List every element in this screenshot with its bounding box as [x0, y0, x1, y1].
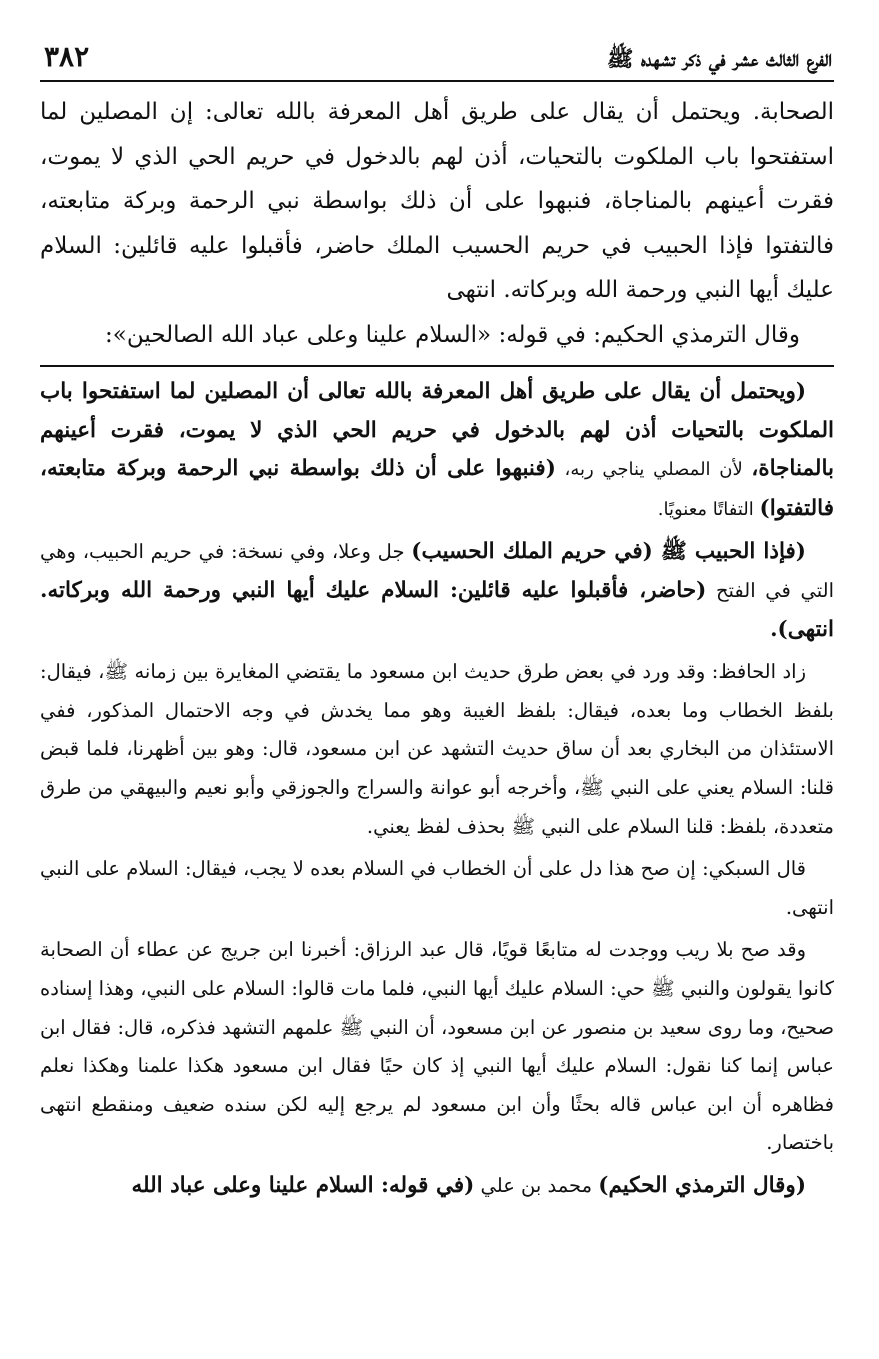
- quoted-text: (ويحتمل أن يقال على طريق أهل المعرفة بالله تعالى أن المصلين لما استفتحوا باب الملكوت بالتحيات أذن لهم بالدخول في حريم الحي الذي لا يموت، فقرت أعينهم بالمناجاة،: [40, 379, 834, 482]
- commentary-text: جل وعلا، وفي نسخة: في حريم الحبيب، وهي التي في الفتح: [40, 540, 834, 602]
- main-text-paragraph: الصحابة. ويحتمل أن يقال على طريق أهل المعرفة بالله تعالى: إن المصلين لما استفتحوا باب الملكوت بالتحيات، أذن لهم بالدخول في حريم الحي الذي لا يموت، فقرت أعينهم بالمناجاة، فنبهوا على أن ذلك بواسطة نبي الرحمة وبركة متابعته، فالتفتوا فإذا الحبيب في حريم الحسيب الملك حاضر، فأقبلوا عليه قائلين: السلام عليك أيها النبي ورحمة الله وبركاته. انتهى: [40, 99, 834, 303]
- section-divider: [40, 365, 834, 367]
- commentary-paragraph: [40, 533, 834, 649]
- quoted-text: (وقال الترمذي الحكيم): [598, 1172, 806, 1198]
- quoted-text: (حاضر، فأقبلوا عليه قائلين: السلام عليك أيها النبي ورحمة الله وبركاته. انتهى).: [40, 577, 834, 642]
- page-number: ٣٨٢: [44, 40, 90, 73]
- commentary-paragraph: قال السبكي: إن صح هذا دل على أن الخطاب في السلام بعده لا يجب، فيقال: السلام على النبي انتهى.: [40, 857, 834, 919]
- commentary: [40, 373, 834, 1205]
- quoted-text: (في قوله: السلام علينا وعلى عباد الله: [131, 1172, 475, 1198]
- commentary-paragraph: [40, 1167, 834, 1206]
- commentary-text: محمد بن علي: [474, 1173, 599, 1197]
- commentary-text: لأن المصلي يناجي ربه،: [555, 459, 752, 481]
- commentary-text: التفاتًا معنويًا.: [657, 498, 760, 520]
- running-title: الفرع الثالث عشر في ذكر تشهده ﷺ: [606, 46, 832, 72]
- quoted-text: (فنبهوا على أن ذلك بواسطة نبي الرحمة وبركة متابعته، فالتفتوا): [40, 456, 834, 521]
- commentary-paragraph: [40, 373, 834, 529]
- commentary-paragraph: وقد صح بلا ريب ووجدت له متابعًا قويًا، قال عبد الرزاق: أخبرنا ابن جريج عن عطاء أن الصحابة كانوا يقولون والنبي ﷺ حي: السلام عليك أيها النبي، فلما مات قالوا: السلام على النبي، وهذا إسناده صحيح، وما روى سعيد بن منصور عن ابن مسعود، أن النبي ﷺ علمهم التشهد فذكره، قال: فقال ابن عباس إنما كنا نقول: السلام عليك أيها النبي إذ كان حيًا فقال ابن مسعود هكذا علمنا وهكذا نعلم فظاهره أن ابن عباس قاله بحثًا وأن ابن مسعود لم يرجع إليه لكن سنده ضعيف ومنقطع انتهى باختصار.: [40, 938, 834, 1155]
- commentary-paragraph: زاد الحافظ: وقد ورد في بعض طرق حديث ابن مسعود ما يقتضي المغايرة بين زمانه ﷺ، فيقال: بلفظ الخطاب وما بعده، فيقال: بلفظ الغيبة وهو مما يخدش في وجه الاحتمال المذكور، ففي الاستئذان من البخاري بعد أن ساق حديث التشهد عن ابن مسعود، قال: وهو بين أظهرنا، فلما قبض قلنا: السلام يعني على النبي ﷺ، وأخرجه أبو عوانة والسراج والجوزقي وأبو نعيم والبيهقي من طرق متعددة، بلفظ: قلنا السلام على النبي ﷺ بحذف لفظ يعني.: [40, 660, 834, 838]
- page-header: [40, 40, 834, 82]
- main-text: [40, 90, 834, 357]
- main-text-paragraph: وقال الترمذي الحكيم: في قوله: «السلام علينا وعلى عباد الله الصالحين»:: [105, 321, 800, 348]
- quoted-text: (فإذا الحبيب ﷺ (في حريم الملك الحسيب): [411, 539, 806, 565]
